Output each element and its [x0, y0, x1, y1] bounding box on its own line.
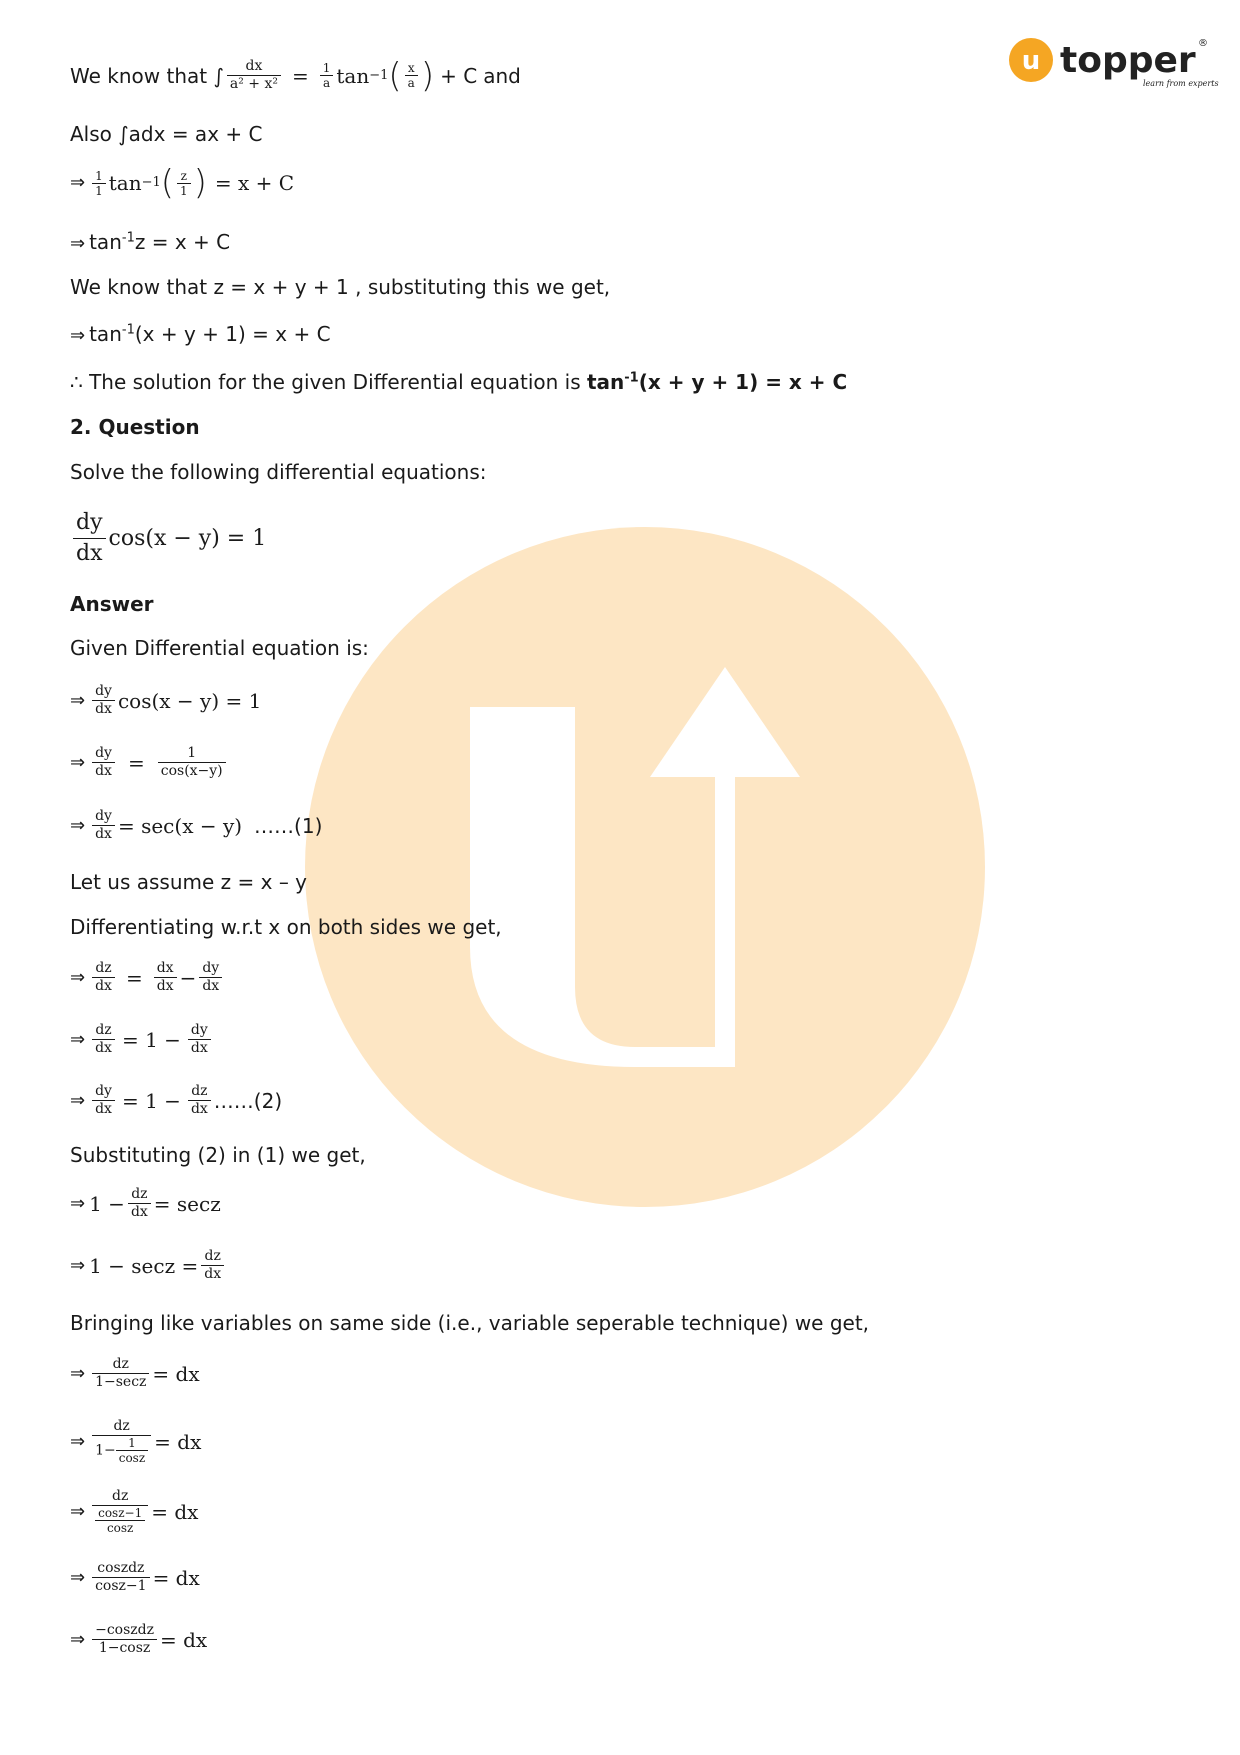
text-line: Differentiating w.r.t x on both sides we get,: [70, 915, 502, 939]
fraction: $\frac{dy}{dx}$: [92, 745, 115, 780]
fraction: $\frac{dz}{dx}$: [188, 1083, 211, 1118]
fraction: $\frac{1}{\cos(x-y)}$: [158, 745, 226, 780]
formula-line: ⇒ $\frac{dz}{1-\sec z}$ = dx: [70, 1356, 200, 1390]
fraction: $\frac{x}{a}$: [405, 61, 418, 90]
fraction: $\frac{dx}{dx}$: [154, 960, 177, 995]
fraction: $\frac{dz}{dx}$: [201, 1248, 224, 1283]
text-line: Let us assume z = x – y: [70, 870, 308, 894]
svg-text:learn from experts: learn from experts: [1143, 79, 1219, 88]
formula-line: ⇒ dz 1− $\frac{1}{\cos z}$ = dx: [70, 1418, 202, 1465]
fraction: $\frac{dy}{dx}$: [199, 960, 222, 995]
fraction: $\frac{dz}{dx}$: [92, 1022, 115, 1057]
formula-line: ⇒ $\frac{dz}{dx}$ = $\frac{dx}{dx}$ − $\frac{dy}{dx}$: [70, 960, 225, 995]
fraction: $\frac{dy}{dx}$: [92, 683, 115, 718]
formula-line: ⇒ $\frac{dy}{dx}$ = 1 − $\frac{dz}{dx}$ ……(2): [70, 1083, 283, 1117]
text-line: Also ∫adx = ax + C: [70, 122, 263, 146]
answer-heading: Answer: [70, 592, 154, 616]
fraction: $\frac{\text{coszdz}}{\cos z-1}$: [92, 1560, 149, 1595]
text-line: Bringing like variables on same side (i.e., variable seperable technique) we get,: [70, 1311, 870, 1335]
watermark-logo: [305, 527, 985, 1207]
formula-line: ⇒ $\frac{\text{coszdz}}{\cos z-1}$ = dx: [70, 1560, 200, 1594]
fraction: $\frac{dz}{1-\sec z}$: [92, 1356, 149, 1391]
svg-text:u: u: [1021, 46, 1041, 76]
formula-line: ⇒ 1 − $\frac{dz}{dx}$ = secz: [70, 1186, 221, 1220]
fraction: $\frac{dz}{dx}$: [92, 960, 115, 995]
fraction: $\frac{1}{1}$: [92, 169, 106, 198]
solution-line: ∴ The solution for the given Differential equation is $\tan^{-1}(x + y + 1) = x + C$: [70, 370, 848, 394]
formula-line: ⇒ 1 − secz = $\frac{dz}{dx}$: [70, 1248, 227, 1283]
fraction: dz 1− $\frac{1}{\cos z}$: [92, 1418, 151, 1465]
fraction: $\frac{dy}{dx}$: [188, 1022, 211, 1057]
text: We know that ∫: [70, 63, 224, 88]
svg-text:®: ®: [1198, 38, 1208, 49]
text-line: We know that z = x + y + 1 , substituting this we get,: [70, 275, 611, 299]
question-text: Solve the following differential equations:: [70, 460, 487, 484]
text-line: Substituting (2) in (1) we get,: [70, 1143, 366, 1167]
formula-line: ⇒ $\tan^{-1}z = x + C$: [70, 230, 231, 254]
question-equation: $\frac{dy}{dx}$ cos(x − y) = 1: [70, 508, 266, 569]
topper-logo: [1008, 32, 1219, 92]
formula-line: ⇒ $\frac{dy}{dx}$ cos(x − y) = 1: [70, 683, 262, 717]
fraction: $\frac{1}{a}$: [320, 61, 334, 90]
question-heading: 2. Question: [70, 415, 200, 439]
intro-formula-line: We know that ∫ $\frac{dx}{\text{a² + x²}}$ = $\frac{1}{a}$ tan −1 ( $\frac{x}{a}$ ) + C and: [70, 55, 521, 96]
formula-line: ⇒ $\frac{dy}{dx}$ = sec(x − y) ……(1): [70, 808, 323, 842]
fraction: $\frac{dz}{\frac{\cos z-1}{\cos z}}$: [92, 1488, 148, 1535]
fraction: $\frac{dy}{dx}$: [92, 808, 115, 843]
formula-line: ⇒ $\frac{dz}{\frac{\cos z-1}{\cos z}}$ = dx: [70, 1488, 199, 1535]
fraction: $\frac{dx}{\text{a² + x²}}$: [227, 58, 281, 93]
fraction: $\frac{dy}{dx}$: [73, 508, 106, 569]
text-line: Given Differential equation is:: [70, 636, 369, 660]
formula-line: ⇒ $\frac{dy}{dx}$ = $\frac{1}{\cos(x-y)}$: [70, 745, 229, 780]
formula-line: ⇒ $\frac{dz}{dx}$ = 1 − $\frac{dy}{dx}$: [70, 1022, 214, 1057]
fraction: $\frac{dy}{dx}$: [92, 1083, 115, 1118]
formula-line: ⇒ $\frac{\text{−coszdz}}{1-\cos z}$ = dx: [70, 1622, 208, 1656]
logo-mark-icon: [1008, 32, 1219, 92]
formula-line: ⇒ $\tan^{-1}(x + y + 1) = x + C$: [70, 322, 331, 346]
fraction: $\frac{dz}{dx}$: [128, 1186, 151, 1221]
fraction: $\frac{z}{1}$: [177, 169, 191, 198]
svg-text:topper: topper: [1060, 40, 1196, 81]
formula-line: ⇒ $\frac{1}{1}$ tan −1 ( $\frac{z}{1}$ ) = x + C: [70, 163, 295, 203]
fraction: $\frac{\text{−coszdz}}{1-\cos z}$: [92, 1622, 157, 1657]
